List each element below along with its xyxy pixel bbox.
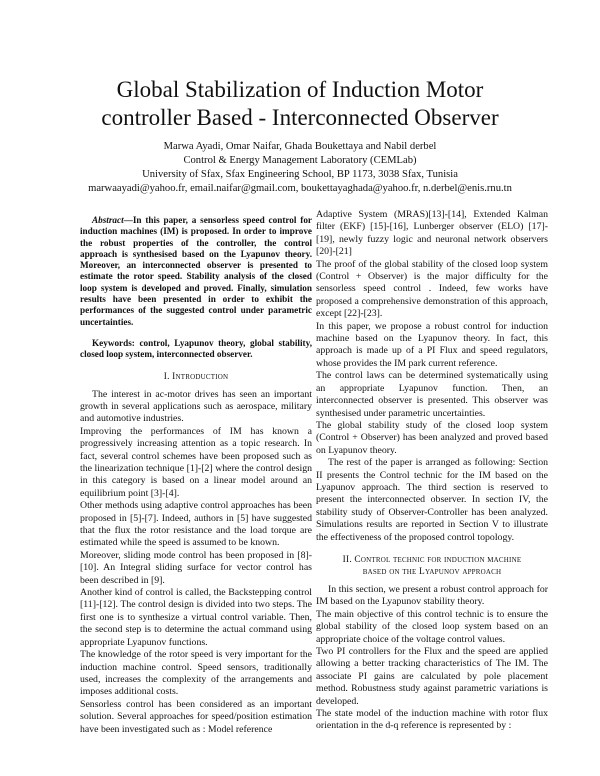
paragraph: Two PI controllers for the Flux and the speed are applied allowing a better tracking characteristics of The IM. The associate PI gains are calculated by pole placement method. Robustness study against parametric variations is developed. xyxy=(316,646,548,707)
title-line-1: Global Stabilization of Induction Motor xyxy=(116,77,484,102)
paragraph: The state model of the induction machine with rotor flux orientation in the d-q reference is represented by : xyxy=(316,708,548,732)
section-heading-introduction: I. Introduction xyxy=(163,371,229,382)
author-block xyxy=(20,140,580,196)
paper-title xyxy=(40,76,560,132)
lab-name: Control & Energy Management Laboratory (CEMLab) xyxy=(183,155,417,166)
paragraph: Other methods using adaptive control approaches has been proposed in [5]-[7]. Indeed, authors in [5] have suggested that the flux the rotor resistance and the load torque are estimated while the speed is assumed to be known. xyxy=(80,500,312,549)
paragraph: Moreover, sliding mode control has been proposed in [8]-[10]. An Integral sliding surface for vector control has been described in [9]. xyxy=(80,549,312,586)
right-column xyxy=(316,209,548,733)
paragraph: In this paper, we propose a robust control for induction machine based on the Lyapunov theory. In fact, this approach is made up of a PI Flux and speed regulators, whose provides the IM park current reference. xyxy=(316,320,548,369)
section-heading-line-2: based on the Lyapunov approach xyxy=(362,566,502,577)
paragraph: Another kind of control is called, the Backstepping control [11]-[12]. The control design is divided into two steps. The first one is to synthesize a virtual control variable. Then, the second step is to determine the actual command using appropriate Lyapunov functions. xyxy=(80,587,312,648)
author-names: Marwa Ayadi, Omar Naifar, Ghada Boukettaya and Nabil derbel xyxy=(163,141,437,152)
abstract-text: —In this paper, a sensorless speed control for induction machines (IM) is proposed. In order to improve the robust properties of the controller, the control approach is synthesised based on the Lyapunov theory. Moreover, an interconnected observer is presented to estimate the rotor speed. Stability analysis of the closed loop system is developed and proved. Finally, simulation results have been presented in order to exhibit the performances of the suggested control under parametric uncertainties. xyxy=(80,215,312,327)
abstract-label: Abstract xyxy=(92,215,124,225)
paragraph: The global stability study of the closed loop system (Control + Observer) has been analyzed and proved based on Lyapunov theory. xyxy=(316,419,548,456)
paragraph: The knowledge of the rotor speed is very important for the induction machine control. Speed sensors, traditionally used, increases the complexity of the arrangements and imposes additional costs. xyxy=(80,649,312,698)
paragraph: The proof of the global stability of the closed loop system (Control + Observer) is the major difficulty for the sensorless speed control . Indeed, few works have proposed a comprehensive demonstration of this approach, except [22]-[23]. xyxy=(316,258,548,320)
section-heading-line-1: II. Control technic for induction machine xyxy=(342,554,522,565)
paragraph: The main objective of this control technic is to ensure the global stability of the closed loop system based on an appropriate choice of the voltage control values. xyxy=(316,608,548,645)
paragraph: Adaptive System (MRAS)[13]-[14], Extended Kalman filter (EKF) [15]-[16], Lunberger observer (ELO) [17]-[19], newly fuzzy logic and neuronal network observers [20]-[21] xyxy=(316,209,548,258)
left-column xyxy=(80,215,312,736)
paragraph: Improving the performances of IM has known a progressively increasing attention as a topic research. In fact, several control schemes have been proposed such as the linearization technique [1]-[2] where the control design in this category is based on a linear model around an equilibrium point [3]-[4]. xyxy=(80,425,312,499)
title-line-2: controller Based - Interconnected Observer xyxy=(101,105,499,130)
paragraph: The control laws can be determined systematically using an appropriate Lyapunov function. Then, an interconnected observer is presented. This observer was synthesised under parametric uncertainties. xyxy=(316,370,548,419)
keywords: Keywords: control, Lyapunov theory, global stability, closed loop system, interconnected observer. xyxy=(80,337,312,360)
paragraph: Sensorless control has been considered as an important solution. Several approaches for speed/position estimation have been investigated such as : Model reference xyxy=(80,698,312,735)
paragraph: The interest in ac-motor drives has seen an important growth in several applications such as aerospace, military and automotive industries. xyxy=(80,388,312,425)
paragraph: In this section, we present a robust control approach for IM based on the Lyapunov stability theory. xyxy=(316,583,548,608)
email-list: marwaayadi@yahoo.fr, email.naifar@gmail.com, boukettayaghada@yahoo.fr, n.derbel@enis.rnu.tn xyxy=(88,183,512,194)
abstract xyxy=(80,215,312,328)
affiliation: University of Sfax, Sfax Engineering School, BP 1173, 3038 Sfax, Tunisia xyxy=(142,169,458,180)
section-heading-control xyxy=(316,554,548,578)
paragraph: The rest of the paper is arranged as following: Section II presents the Control technic for the IM based on the Lyapunov approach. The third section is reserved to present the interconnected observer. In section IV, the stability study of Observer-Controller has been analyzed. Simulations results are reported in Section V to illustrate the effectiveness of the proposed control topology. xyxy=(316,457,548,543)
